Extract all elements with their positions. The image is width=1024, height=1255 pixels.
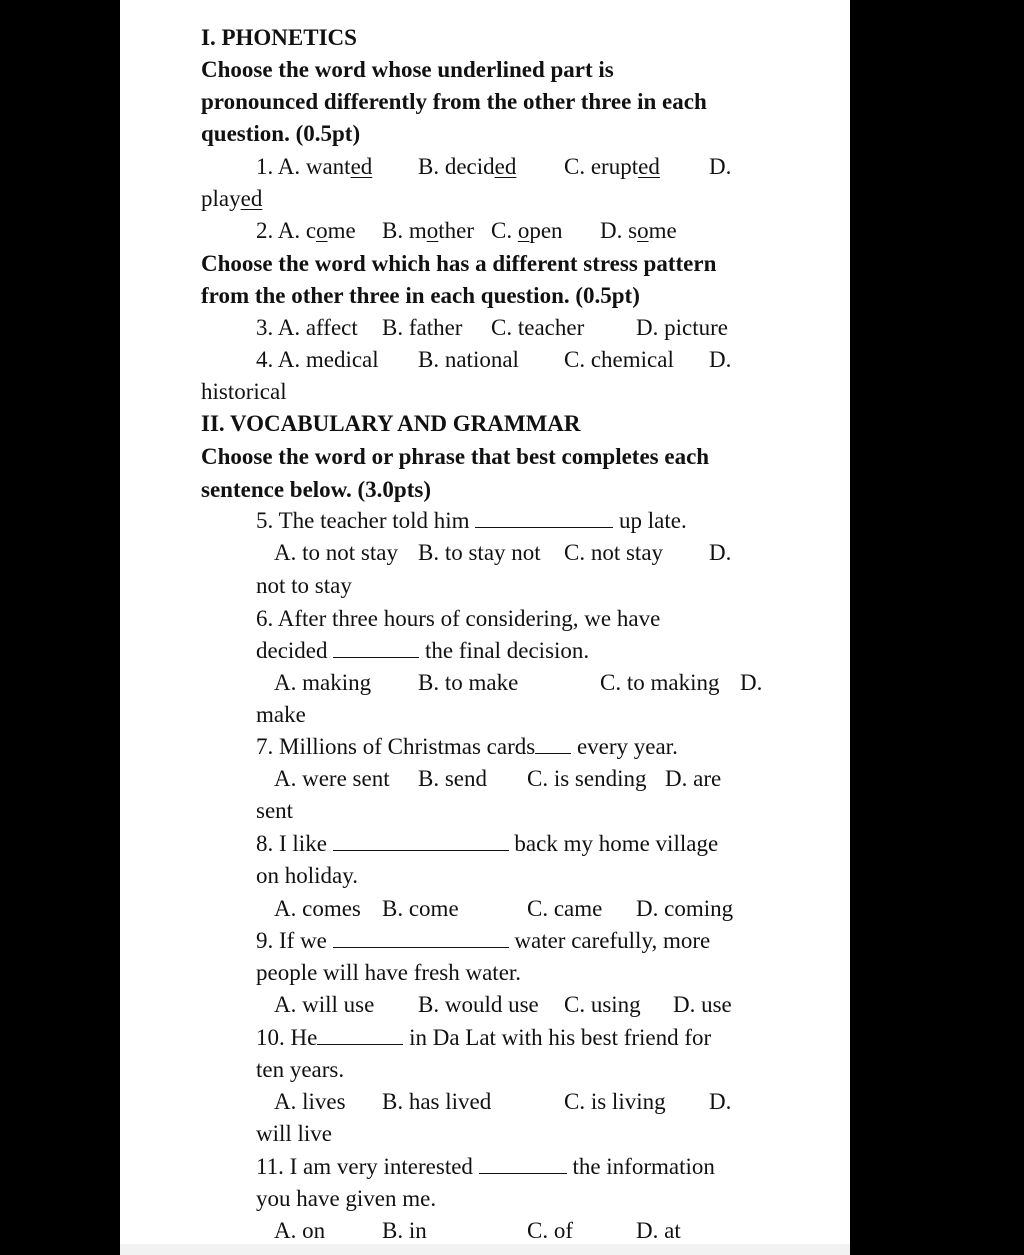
instruction-line: Choose the word which has a different stress pattern xyxy=(201,251,717,276)
q7-option-d-cont: sent xyxy=(256,798,294,823)
q5-stem: 5. The teacher told him up late. xyxy=(256,508,687,533)
document-page xyxy=(120,0,850,1255)
answer-blank xyxy=(475,507,613,528)
q6-option-d: D. xyxy=(740,670,763,695)
q10-stem-cont: ten years. xyxy=(256,1057,345,1082)
page-bottom-edge xyxy=(120,1244,850,1255)
q3-option-d: D. picture xyxy=(636,315,728,340)
q10-stem: 10. He in Da Lat with his best friend for xyxy=(256,1025,712,1050)
q1-option-d: played xyxy=(201,186,263,211)
q6-option-d-cont: make xyxy=(256,702,306,727)
q8-option-b: B. come xyxy=(382,896,459,921)
q11-stem: 11. I am very interested the information xyxy=(256,1154,715,1179)
instruction-line: Choose the word or phrase that best completes each xyxy=(201,444,710,469)
q8-option-c: C. came xyxy=(527,896,603,921)
q5-option-b: B. to stay not xyxy=(418,540,541,565)
q11-option-d: D. at xyxy=(636,1218,681,1243)
q9-stem: 9. If we water carefully, more xyxy=(256,928,711,953)
q10-option-a: A. lives xyxy=(274,1089,346,1114)
q2-option-a: 2. A. come xyxy=(256,218,356,243)
instruction-line: sentence below. (3.0pts) xyxy=(201,477,431,502)
q6-option-b: B. to make xyxy=(418,670,519,695)
q3-option-b: B. father xyxy=(382,315,463,340)
q4-option-c: C. chemical xyxy=(564,347,674,372)
answer-blank xyxy=(333,637,419,658)
q6-stem: 6. After three hours of considering, we have xyxy=(256,606,661,631)
q6-stem-cont: decided the final decision. xyxy=(256,638,590,663)
q5-option-c: C. not stay xyxy=(564,540,664,565)
q9-option-d: D. use xyxy=(673,992,732,1017)
q7-stem: 7. Millions of Christmas cards every year. xyxy=(256,734,678,759)
q9-option-a: A. will use xyxy=(274,992,375,1017)
q5-option-d: D. xyxy=(709,540,732,565)
q10-option-b: B. has lived xyxy=(382,1089,492,1114)
q4-option-d-cont: historical xyxy=(201,379,287,404)
q5-option-d-cont: not to stay xyxy=(256,573,352,598)
q10-option-d: D. xyxy=(709,1089,732,1114)
answer-blank xyxy=(317,1024,403,1045)
instruction-line: question. (0.5pt) xyxy=(201,121,361,146)
q8-stem-cont: on holiday. xyxy=(256,863,358,888)
q10-option-d-cont: will live xyxy=(256,1121,333,1146)
instruction-line: from the other three in each question. (0.5pt) xyxy=(201,283,640,308)
q2-option-d: D. some xyxy=(600,218,677,243)
q1-option-b: B. decided xyxy=(418,154,517,179)
instruction-line: Choose the word whose underlined part is xyxy=(201,57,614,82)
q3-option-c: C. teacher xyxy=(491,315,585,340)
section-title-phonetics: I. PHONETICS xyxy=(201,25,357,50)
section-title-vocabulary: II. VOCABULARY AND GRAMMAR xyxy=(201,411,581,436)
q9-stem-cont: people will have fresh water. xyxy=(256,960,522,985)
q1-option-a: 1. A. wanted xyxy=(256,154,373,179)
q7-option-a: A. were sent xyxy=(274,766,390,791)
q5-option-a: A. to not stay xyxy=(274,540,398,565)
answer-blank xyxy=(535,733,571,754)
answer-blank xyxy=(333,927,509,948)
q1-option-c: C. erupted xyxy=(564,154,660,179)
answer-blank xyxy=(479,1153,567,1174)
q6-option-a: A. making xyxy=(274,670,372,695)
q7-option-c: C. is sending xyxy=(527,766,647,791)
q8-option-a: A. comes xyxy=(274,896,361,921)
q2-option-b: B. mother xyxy=(382,218,474,243)
q6-option-c: C. to making xyxy=(600,670,720,695)
q10-option-c: C. is living xyxy=(564,1089,666,1114)
answer-blank xyxy=(333,830,509,851)
q4-option-a: 4. A. medical xyxy=(256,347,379,372)
q2-option-c: C. open xyxy=(491,218,563,243)
q11-stem-cont: you have given me. xyxy=(256,1186,437,1211)
q9-option-c: C. using xyxy=(564,992,641,1017)
q4-option-d: D. xyxy=(709,347,732,372)
q4-option-b: B. national xyxy=(418,347,519,372)
q3-option-a: 3. A. affect xyxy=(256,315,358,340)
q8-option-d: D. coming xyxy=(636,896,734,921)
q11-option-a: A. on xyxy=(274,1218,326,1243)
q7-option-b: B. send xyxy=(418,766,487,791)
q11-option-c: C. of xyxy=(527,1218,573,1243)
q1-option-d-label: D. xyxy=(709,154,732,179)
q8-stem: 8. I like back my home village xyxy=(256,831,719,856)
q7-option-d: D. are xyxy=(665,766,722,791)
q11-option-b: B. in xyxy=(382,1218,427,1243)
instruction-line: pronounced differently from the other three in each xyxy=(201,89,707,114)
q9-option-b: B. would use xyxy=(418,992,539,1017)
